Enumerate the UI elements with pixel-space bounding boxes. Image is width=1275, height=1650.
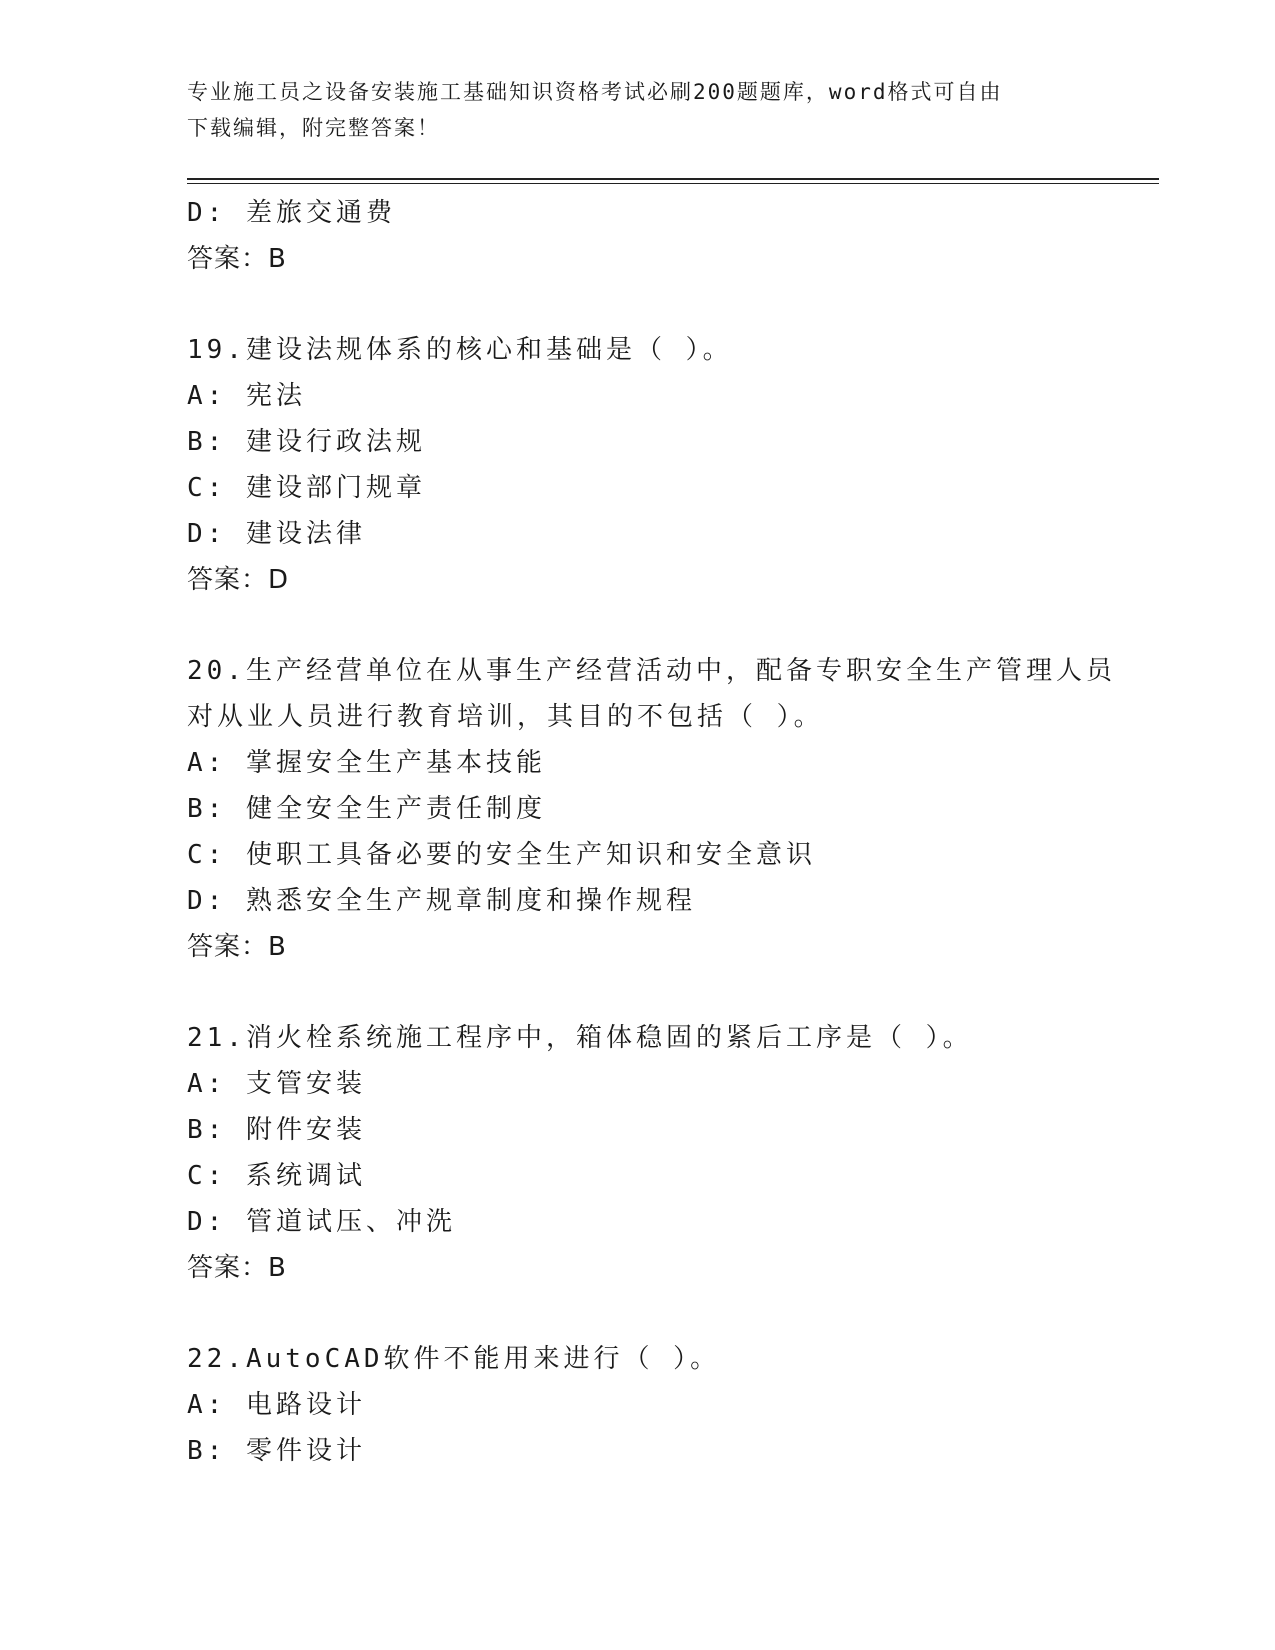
- question-20: [187, 648, 1167, 970]
- spacer: [187, 1291, 1167, 1336]
- option-c: C: 建设部门规章: [187, 473, 426, 503]
- option-b: B: 零件设计: [187, 1436, 366, 1466]
- option-a: A: 宪法: [187, 381, 306, 411]
- prev-answer: 答案：B: [187, 244, 287, 274]
- question-stem-cont: 对从业人员进行教育培训，其目的不包括（ ）。: [187, 702, 824, 732]
- option-d: D: 管道试压、冲洗: [187, 1207, 456, 1237]
- question-stem: 20.生产经营单位在从事生产经营活动中，配备专职安全生产管理人员: [187, 656, 1116, 686]
- option-c: C: 系统调试: [187, 1161, 366, 1191]
- option-a: A: 支管安装: [187, 1069, 366, 1099]
- option-d: D: 建设法律: [187, 519, 366, 549]
- option-b: B: 建设行政法规: [187, 427, 426, 457]
- option-c: C: 使职工具备必要的安全生产知识和安全意识: [187, 840, 816, 870]
- option-a: A: 电路设计: [187, 1390, 366, 1420]
- spacer: [187, 970, 1167, 1015]
- question-19: [187, 327, 1167, 603]
- question-list: [187, 190, 1167, 1474]
- question-stem: 19.建设法规体系的核心和基础是（ ）。: [187, 335, 733, 365]
- document-header: [187, 74, 1087, 146]
- option-b: B: 附件安装: [187, 1115, 366, 1145]
- question-stem: 21.消火栓系统施工程序中，箱体稳固的紧后工序是（ ）。: [187, 1023, 973, 1053]
- answer: 答案：D: [187, 565, 290, 595]
- question-stem: 22.AutoCAD软件不能用来进行（ ）。: [187, 1344, 721, 1374]
- answer: 答案：B: [187, 1253, 287, 1283]
- header-line-1: 专业施工员之设备安装施工基础知识资格考试必刷200题题库，word格式可自由: [187, 80, 1003, 104]
- option-d: D: 熟悉安全生产规章制度和操作规程: [187, 886, 696, 916]
- spacer: [187, 282, 1167, 327]
- question-22: [187, 1336, 1167, 1474]
- header-line-2: 下载编辑，附完整答案！: [187, 116, 440, 140]
- answer: 答案：B: [187, 932, 287, 962]
- header-divider: [187, 178, 1159, 184]
- prev-option-d: D: 差旅交通费: [187, 198, 396, 228]
- option-a: A: 掌握安全生产基本技能: [187, 748, 546, 778]
- question-21: [187, 1015, 1167, 1291]
- option-b: B: 健全安全生产责任制度: [187, 794, 546, 824]
- spacer: [187, 603, 1167, 648]
